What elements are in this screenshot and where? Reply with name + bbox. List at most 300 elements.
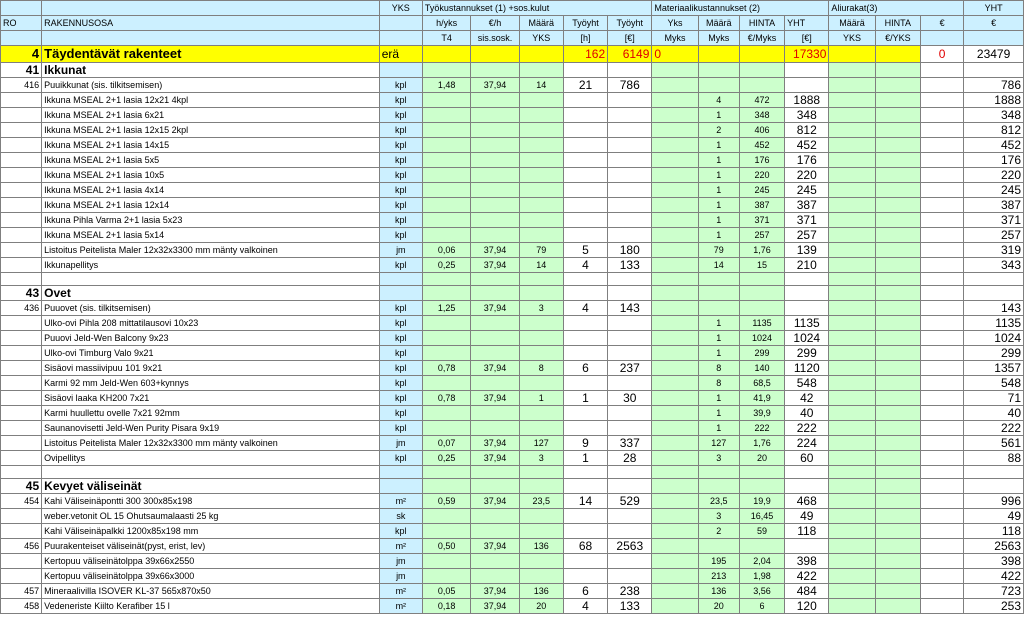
- row-mat-total[interactable]: 139: [785, 243, 829, 258]
- row-sub-price[interactable]: [875, 569, 920, 584]
- row-sub-price[interactable]: [875, 316, 920, 331]
- row-mat-price[interactable]: 220: [739, 168, 784, 183]
- row-work-hours[interactable]: 5: [563, 243, 607, 258]
- row-eur-per-h[interactable]: [471, 228, 519, 243]
- row-eur-per-h[interactable]: [471, 569, 519, 584]
- row-mat-price[interactable]: 68,5: [739, 376, 784, 391]
- row-total[interactable]: 143: [964, 301, 1024, 316]
- row-quantity[interactable]: 136: [519, 539, 563, 554]
- row-ro[interactable]: [1, 554, 42, 569]
- row-work-eur[interactable]: 30: [608, 391, 652, 406]
- row-sub-quantity[interactable]: [829, 153, 875, 168]
- row-h-per-unit[interactable]: [422, 213, 470, 228]
- cell[interactable]: [471, 63, 519, 78]
- row-sub-quantity[interactable]: [829, 316, 875, 331]
- row-work-eur[interactable]: [608, 406, 652, 421]
- row-ro[interactable]: [1, 451, 42, 466]
- row-name[interactable]: Mineraalivilla ISOVER KL-37 565x870x50: [42, 584, 380, 599]
- row-name[interactable]: Ovipellitys: [42, 451, 380, 466]
- row-total[interactable]: 176: [964, 153, 1024, 168]
- row-sub-quantity[interactable]: [829, 421, 875, 436]
- cell[interactable]: [1, 1, 42, 16]
- row-name[interactable]: Ikkuna MSEAL 2+1 lasia 5x14: [42, 228, 380, 243]
- row-name[interactable]: Ikkuna MSEAL 2+1 lasia 4x14: [42, 183, 380, 198]
- row-ro[interactable]: [1, 213, 42, 228]
- row-total[interactable]: 1888: [964, 93, 1024, 108]
- main-sub-eur[interactable]: 0: [920, 46, 963, 63]
- row-mat-quantity[interactable]: 23,5: [698, 494, 739, 509]
- cell[interactable]: [920, 63, 963, 78]
- cell[interactable]: [964, 479, 1024, 494]
- row-mat-total[interactable]: 548: [785, 376, 829, 391]
- row-sub-eur[interactable]: [920, 391, 963, 406]
- row-eur-per-h[interactable]: [471, 108, 519, 123]
- row-mat-price[interactable]: 245: [739, 183, 784, 198]
- main-mat-total[interactable]: 17330: [785, 46, 829, 63]
- row-sub-quantity[interactable]: [829, 376, 875, 391]
- row-h-per-unit[interactable]: 0,25: [422, 258, 470, 273]
- row-mat-price[interactable]: 452: [739, 138, 784, 153]
- row-ro[interactable]: [1, 331, 42, 346]
- cell[interactable]: [563, 286, 607, 301]
- row-work-hours[interactable]: [563, 198, 607, 213]
- row-sub-eur[interactable]: [920, 183, 963, 198]
- row-mat-quantity[interactable]: 1: [698, 153, 739, 168]
- row-ro[interactable]: [1, 123, 42, 138]
- row-mat-unit[interactable]: [652, 183, 698, 198]
- row-name[interactable]: Kahi Väliseinäpontti 300 300x85x198: [42, 494, 380, 509]
- row-work-hours[interactable]: [563, 108, 607, 123]
- row-eur-per-h[interactable]: [471, 198, 519, 213]
- row-work-eur[interactable]: [608, 183, 652, 198]
- row-h-per-unit[interactable]: 0,78: [422, 361, 470, 376]
- row-name[interactable]: Puuikkunat (sis. tilkitsemisen): [42, 78, 380, 93]
- cell[interactable]: [920, 286, 963, 301]
- row-unit[interactable]: m²: [379, 584, 422, 599]
- row-total[interactable]: 996: [964, 494, 1024, 509]
- row-unit[interactable]: kpl: [379, 316, 422, 331]
- row-work-hours[interactable]: 68: [563, 539, 607, 554]
- cell[interactable]: [563, 273, 607, 286]
- header-work-hours[interactable]: Työyht: [563, 16, 607, 31]
- row-mat-quantity[interactable]: 8: [698, 376, 739, 391]
- main-ro[interactable]: 4: [1, 46, 42, 63]
- row-work-hours[interactable]: 6: [563, 361, 607, 376]
- row-mat-quantity[interactable]: 1: [698, 198, 739, 213]
- row-work-eur[interactable]: [608, 346, 652, 361]
- row-sub-price[interactable]: [875, 228, 920, 243]
- row-work-hours[interactable]: 6: [563, 584, 607, 599]
- row-sub-eur[interactable]: [920, 451, 963, 466]
- header-total[interactable]: YHT: [964, 1, 1024, 16]
- row-quantity[interactable]: [519, 524, 563, 539]
- row-name[interactable]: Puurakenteiset väliseinät(pyst, erist, lev): [42, 539, 380, 554]
- row-mat-total[interactable]: 1888: [785, 93, 829, 108]
- row-mat-price[interactable]: 59: [739, 524, 784, 539]
- row-mat-unit[interactable]: [652, 331, 698, 346]
- header-work-costs[interactable]: Työkustannukset (1) +sos.kulut: [422, 1, 651, 16]
- row-sub-eur[interactable]: [920, 436, 963, 451]
- row-total[interactable]: 118: [964, 524, 1024, 539]
- row-eur-per-h[interactable]: [471, 183, 519, 198]
- row-mat-price[interactable]: 3,56: [739, 584, 784, 599]
- cell[interactable]: [964, 63, 1024, 78]
- header-h-unit[interactable]: [h]: [563, 31, 607, 46]
- row-h-per-unit[interactable]: [422, 376, 470, 391]
- row-total[interactable]: 548: [964, 376, 1024, 391]
- row-quantity[interactable]: 8: [519, 361, 563, 376]
- row-mat-quantity[interactable]: 20: [698, 599, 739, 614]
- row-work-eur[interactable]: 143: [608, 301, 652, 316]
- row-eur-per-h[interactable]: 37,94: [471, 258, 519, 273]
- row-mat-price[interactable]: 39,9: [739, 406, 784, 421]
- row-mat-total[interactable]: 1024: [785, 331, 829, 346]
- row-quantity[interactable]: 127: [519, 436, 563, 451]
- row-mat-price[interactable]: 472: [739, 93, 784, 108]
- row-sub-eur[interactable]: [920, 406, 963, 421]
- cell[interactable]: [920, 479, 963, 494]
- row-quantity[interactable]: [519, 406, 563, 421]
- row-sub-eur[interactable]: [920, 258, 963, 273]
- cell[interactable]: [739, 479, 784, 494]
- cell[interactable]: [519, 479, 563, 494]
- cell[interactable]: [920, 466, 963, 479]
- row-work-eur[interactable]: [608, 316, 652, 331]
- row-mat-total[interactable]: 257: [785, 228, 829, 243]
- row-mat-quantity[interactable]: 1: [698, 406, 739, 421]
- row-mat-price[interactable]: 348: [739, 108, 784, 123]
- row-sub-quantity[interactable]: [829, 228, 875, 243]
- row-h-per-unit[interactable]: [422, 569, 470, 584]
- cell[interactable]: [42, 273, 380, 286]
- row-sub-eur[interactable]: [920, 361, 963, 376]
- row-mat-total[interactable]: 60: [785, 451, 829, 466]
- row-work-hours[interactable]: 4: [563, 258, 607, 273]
- row-unit[interactable]: kpl: [379, 138, 422, 153]
- row-eur-per-h[interactable]: [471, 213, 519, 228]
- row-name[interactable]: Listoitus Peitelista Maler 12x32x3300 mm mänty valkoinen: [42, 243, 380, 258]
- row-mat-price[interactable]: 6: [739, 599, 784, 614]
- row-name[interactable]: Kahi Väliseinäpalkki 1200x85x198 mm: [42, 524, 380, 539]
- row-work-hours[interactable]: [563, 93, 607, 108]
- row-eur-per-h[interactable]: [471, 376, 519, 391]
- row-total[interactable]: 422: [964, 569, 1024, 584]
- row-mat-price[interactable]: 1024: [739, 331, 784, 346]
- cell[interactable]: [1, 466, 42, 479]
- row-quantity[interactable]: [519, 509, 563, 524]
- cell[interactable]: [829, 63, 875, 78]
- row-sub-eur[interactable]: [920, 554, 963, 569]
- row-sub-eur[interactable]: [920, 168, 963, 183]
- row-ro[interactable]: [1, 168, 42, 183]
- row-sub-price[interactable]: [875, 421, 920, 436]
- row-sub-quantity[interactable]: [829, 301, 875, 316]
- row-work-hours[interactable]: 4: [563, 301, 607, 316]
- cell[interactable]: [42, 1, 380, 16]
- row-mat-total[interactable]: 245: [785, 183, 829, 198]
- row-sub-eur[interactable]: [920, 108, 963, 123]
- row-sub-eur[interactable]: [920, 213, 963, 228]
- row-name[interactable]: Vedeneriste Kiilto Kerafiber 15 l: [42, 599, 380, 614]
- row-mat-quantity[interactable]: 3: [698, 451, 739, 466]
- row-quantity[interactable]: [519, 198, 563, 213]
- row-mat-unit[interactable]: [652, 78, 698, 93]
- header-eur-unit-2[interactable]: [€]: [785, 31, 829, 46]
- header-subcontracts[interactable]: Aliurakat(3): [829, 1, 964, 16]
- row-mat-unit[interactable]: [652, 168, 698, 183]
- row-mat-price[interactable]: 222: [739, 421, 784, 436]
- header-eur-per-myks[interactable]: €/Myks: [739, 31, 784, 46]
- row-ro[interactable]: [1, 569, 42, 584]
- row-work-eur[interactable]: 529: [608, 494, 652, 509]
- cell[interactable]: [698, 479, 739, 494]
- row-mat-quantity[interactable]: 4: [698, 93, 739, 108]
- row-ro[interactable]: [1, 391, 42, 406]
- cell[interactable]: [739, 286, 784, 301]
- row-work-eur[interactable]: 238: [608, 584, 652, 599]
- row-mat-total[interactable]: 1135: [785, 316, 829, 331]
- header-mat-unit[interactable]: Yks: [652, 16, 698, 31]
- row-mat-quantity[interactable]: 1: [698, 213, 739, 228]
- row-work-eur[interactable]: [608, 554, 652, 569]
- row-mat-quantity[interactable]: 2: [698, 524, 739, 539]
- main-total[interactable]: 23479: [964, 46, 1024, 63]
- row-sub-quantity[interactable]: [829, 391, 875, 406]
- cell[interactable]: [608, 273, 652, 286]
- row-total[interactable]: 398: [964, 554, 1024, 569]
- row-unit[interactable]: kpl: [379, 168, 422, 183]
- row-work-eur[interactable]: [608, 168, 652, 183]
- row-eur-per-h[interactable]: 37,94: [471, 494, 519, 509]
- cell[interactable]: [471, 479, 519, 494]
- header-eur-per-h[interactable]: €/h: [471, 16, 519, 31]
- row-mat-quantity[interactable]: 127: [698, 436, 739, 451]
- row-work-hours[interactable]: [563, 228, 607, 243]
- row-mat-quantity[interactable]: [698, 539, 739, 554]
- row-total[interactable]: 71: [964, 391, 1024, 406]
- cell[interactable]: [739, 63, 784, 78]
- cell[interactable]: [42, 466, 380, 479]
- row-mat-price[interactable]: [739, 78, 784, 93]
- header-ro[interactable]: RO: [1, 16, 42, 31]
- cell[interactable]: [652, 466, 698, 479]
- row-sub-price[interactable]: [875, 258, 920, 273]
- row-sub-eur[interactable]: [920, 123, 963, 138]
- row-sub-quantity[interactable]: [829, 569, 875, 584]
- row-work-eur[interactable]: [608, 421, 652, 436]
- row-name[interactable]: Puuovet (sis. tilkitsemisen): [42, 301, 380, 316]
- section-title[interactable]: Ovet: [42, 286, 380, 301]
- row-name[interactable]: Ikkunapellitys: [42, 258, 380, 273]
- row-unit[interactable]: jm: [379, 243, 422, 258]
- row-name[interactable]: Kertopuu väliseinätolppa 39x66x3000: [42, 569, 380, 584]
- row-h-per-unit[interactable]: [422, 331, 470, 346]
- row-mat-total[interactable]: 42: [785, 391, 829, 406]
- row-mat-quantity[interactable]: 136: [698, 584, 739, 599]
- row-quantity[interactable]: 14: [519, 78, 563, 93]
- row-quantity[interactable]: 136: [519, 584, 563, 599]
- row-quantity[interactable]: [519, 554, 563, 569]
- row-sub-price[interactable]: [875, 494, 920, 509]
- row-quantity[interactable]: [519, 213, 563, 228]
- row-unit[interactable]: kpl: [379, 361, 422, 376]
- header-sis-sosk[interactable]: sis.sosk.: [471, 31, 519, 46]
- row-total[interactable]: 88: [964, 451, 1024, 466]
- row-sub-price[interactable]: [875, 391, 920, 406]
- row-h-per-unit[interactable]: [422, 183, 470, 198]
- row-mat-unit[interactable]: [652, 213, 698, 228]
- row-sub-quantity[interactable]: [829, 524, 875, 539]
- row-total[interactable]: 2563: [964, 539, 1024, 554]
- cell[interactable]: [471, 46, 519, 63]
- row-sub-price[interactable]: [875, 406, 920, 421]
- row-work-hours[interactable]: [563, 406, 607, 421]
- row-work-eur[interactable]: [608, 509, 652, 524]
- cell[interactable]: [519, 63, 563, 78]
- row-mat-unit[interactable]: [652, 316, 698, 331]
- row-h-per-unit[interactable]: [422, 316, 470, 331]
- row-mat-quantity[interactable]: 1: [698, 108, 739, 123]
- row-h-per-unit[interactable]: [422, 228, 470, 243]
- row-sub-eur[interactable]: [920, 569, 963, 584]
- row-ro[interactable]: [1, 421, 42, 436]
- row-h-per-unit[interactable]: 0,05: [422, 584, 470, 599]
- row-work-hours[interactable]: [563, 183, 607, 198]
- row-sub-eur[interactable]: [920, 153, 963, 168]
- cell[interactable]: [698, 466, 739, 479]
- row-work-eur[interactable]: [608, 331, 652, 346]
- row-total[interactable]: 220: [964, 168, 1024, 183]
- row-ro[interactable]: [1, 376, 42, 391]
- row-mat-price[interactable]: 1,76: [739, 436, 784, 451]
- row-ro[interactable]: [1, 316, 42, 331]
- row-work-eur[interactable]: [608, 569, 652, 584]
- cell[interactable]: [829, 46, 875, 63]
- header-total-eur[interactable]: €: [964, 16, 1024, 31]
- row-sub-price[interactable]: [875, 361, 920, 376]
- cell[interactable]: [829, 286, 875, 301]
- cell[interactable]: [698, 273, 739, 286]
- row-h-per-unit[interactable]: 0,50: [422, 539, 470, 554]
- row-work-hours[interactable]: [563, 123, 607, 138]
- row-ro[interactable]: [1, 183, 42, 198]
- row-mat-quantity[interactable]: 195: [698, 554, 739, 569]
- row-h-per-unit[interactable]: [422, 554, 470, 569]
- row-mat-unit[interactable]: [652, 391, 698, 406]
- cell[interactable]: [563, 466, 607, 479]
- row-sub-price[interactable]: [875, 168, 920, 183]
- row-sub-price[interactable]: [875, 301, 920, 316]
- row-mat-unit[interactable]: [652, 153, 698, 168]
- row-mat-total[interactable]: 224: [785, 436, 829, 451]
- row-work-hours[interactable]: [563, 331, 607, 346]
- row-mat-total[interactable]: 49: [785, 509, 829, 524]
- row-eur-per-h[interactable]: [471, 153, 519, 168]
- row-work-hours[interactable]: [563, 569, 607, 584]
- row-h-per-unit[interactable]: [422, 524, 470, 539]
- row-eur-per-h[interactable]: [471, 331, 519, 346]
- row-mat-total[interactable]: 120: [785, 599, 829, 614]
- row-name[interactable]: Ikkuna MSEAL 2+1 lasia 6x21: [42, 108, 380, 123]
- row-mat-total[interactable]: 371: [785, 213, 829, 228]
- row-sub-quantity[interactable]: [829, 258, 875, 273]
- header-mat-quantity[interactable]: Määrä: [698, 16, 739, 31]
- main-work-eur[interactable]: 6149: [608, 46, 652, 63]
- row-mat-unit[interactable]: [652, 436, 698, 451]
- row-total[interactable]: 319: [964, 243, 1024, 258]
- row-sub-quantity[interactable]: [829, 243, 875, 258]
- row-mat-unit[interactable]: [652, 451, 698, 466]
- row-work-hours[interactable]: [563, 168, 607, 183]
- row-mat-total[interactable]: 220: [785, 168, 829, 183]
- cell[interactable]: [422, 286, 470, 301]
- row-h-per-unit[interactable]: [422, 138, 470, 153]
- row-h-per-unit[interactable]: 0,18: [422, 599, 470, 614]
- row-mat-total[interactable]: [785, 78, 829, 93]
- row-name[interactable]: Karmi 92 mm Jeld-Wen 603+kynnys: [42, 376, 380, 391]
- row-sub-quantity[interactable]: [829, 93, 875, 108]
- row-unit[interactable]: kpl: [379, 258, 422, 273]
- row-ro[interactable]: [1, 258, 42, 273]
- section-ro[interactable]: 45: [1, 479, 42, 494]
- row-h-per-unit[interactable]: [422, 108, 470, 123]
- row-name[interactable]: Ulko-ovi Timburg Valo 9x21: [42, 346, 380, 361]
- row-mat-unit[interactable]: [652, 406, 698, 421]
- cell[interactable]: [875, 63, 920, 78]
- cell[interactable]: [964, 286, 1024, 301]
- row-work-eur[interactable]: 133: [608, 258, 652, 273]
- row-mat-unit[interactable]: [652, 584, 698, 599]
- row-eur-per-h[interactable]: 37,94: [471, 584, 519, 599]
- row-work-hours[interactable]: [563, 316, 607, 331]
- row-sub-eur[interactable]: [920, 599, 963, 614]
- header-sub-quantity[interactable]: Määrä: [829, 16, 875, 31]
- row-quantity[interactable]: 14: [519, 258, 563, 273]
- row-sub-eur[interactable]: [920, 539, 963, 554]
- cell[interactable]: [875, 466, 920, 479]
- row-total[interactable]: 1024: [964, 331, 1024, 346]
- row-work-hours[interactable]: 21: [563, 78, 607, 93]
- header-yks[interactable]: YKS: [379, 1, 422, 16]
- row-work-eur[interactable]: 237: [608, 361, 652, 376]
- row-unit[interactable]: kpl: [379, 183, 422, 198]
- row-unit[interactable]: kpl: [379, 376, 422, 391]
- row-work-eur[interactable]: [608, 108, 652, 123]
- row-sub-quantity[interactable]: [829, 361, 875, 376]
- row-total[interactable]: 49: [964, 509, 1024, 524]
- row-mat-price[interactable]: 41,9: [739, 391, 784, 406]
- cell[interactable]: [785, 273, 829, 286]
- row-work-hours[interactable]: 14: [563, 494, 607, 509]
- cell[interactable]: [379, 273, 422, 286]
- row-mat-total[interactable]: 118: [785, 524, 829, 539]
- row-mat-quantity[interactable]: 1: [698, 331, 739, 346]
- row-sub-eur[interactable]: [920, 78, 963, 93]
- cell[interactable]: [698, 286, 739, 301]
- row-mat-total[interactable]: 348: [785, 108, 829, 123]
- row-work-hours[interactable]: 9: [563, 436, 607, 451]
- row-ro[interactable]: [1, 509, 42, 524]
- row-eur-per-h[interactable]: [471, 509, 519, 524]
- row-ro[interactable]: 436: [1, 301, 42, 316]
- cell[interactable]: [379, 466, 422, 479]
- row-name[interactable]: Sisäovi massiivipuu 101 9x21: [42, 361, 380, 376]
- row-mat-price[interactable]: 387: [739, 198, 784, 213]
- row-sub-price[interactable]: [875, 539, 920, 554]
- cell[interactable]: [964, 466, 1024, 479]
- row-quantity[interactable]: [519, 316, 563, 331]
- row-sub-quantity[interactable]: [829, 599, 875, 614]
